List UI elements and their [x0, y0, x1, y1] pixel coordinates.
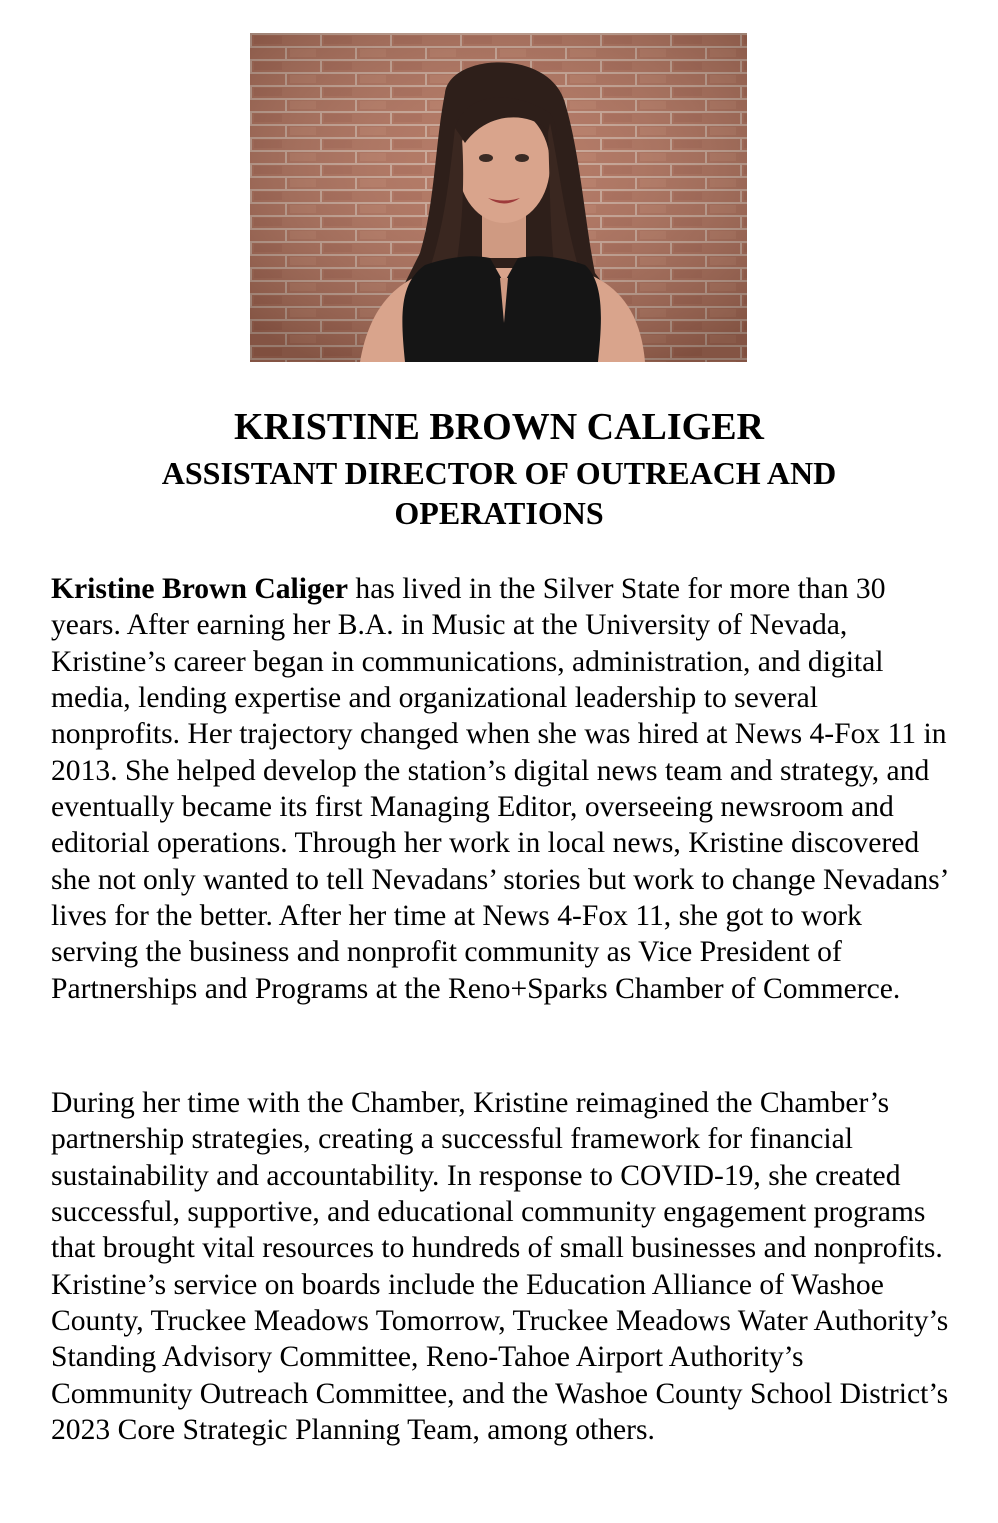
person-title: ASSISTANT DIRECTOR OF OUTREACH AND OPERATIONS [161, 455, 837, 531]
bio-paragraph-1 [51, 571, 951, 1007]
portrait-photo [250, 33, 747, 362]
person-name: KRISTINE BROWN CALIGER [234, 406, 764, 448]
bio-paragraph-2: During her time with the Chamber, Kristine reimagined the Chamber’s partnership strategies, creating a successful framework for financial sustainability and accountability. In response to COVID-19, she created successful, supportive, and educational community engagement programs that brought vital resources to hundreds of small businesses and nonprofits. Kristine’s service on boards include the Education Alliance of Washoe County, Truckee Meadows Tomorrow, Truckee Meadows Water Authority’s Standing Advisory Committee, Reno-Tahoe Airport Authority’s Community Outreach Committee, and the Washoe County School District’s 2023 Core Strategic Planning Team, among others. [51, 1087, 949, 1447]
bio-paragraph-1-text: has lived in the Silver State for more than 30 years. After earning her B.A. in Music at the University of Nevada, Kristine’s career began in communications, administration, and digital media, lending expertise and organizational leadership to several nonprofits. Her trajectory changed when she was hired at News 4-Fox 11 in 2013. She helped develop the station’s digital news team and strategy, and eventually became its first Managing Editor, overseeing newsroom and editorial operations. Through her work in local news, Kristine discovered she not only wanted to tell Nevadans’ stories but work to change Nevadans’ lives for the better. After her time at News 4-Fox 11, she got to work serving the business and nonprofit community as Vice President of Partnerships and Programs at the Reno+Sparks Chamber of Commerce. [51, 573, 948, 1005]
bio-lead-name: Kristine Brown Caliger [51, 573, 349, 605]
portrait-image [250, 33, 747, 362]
